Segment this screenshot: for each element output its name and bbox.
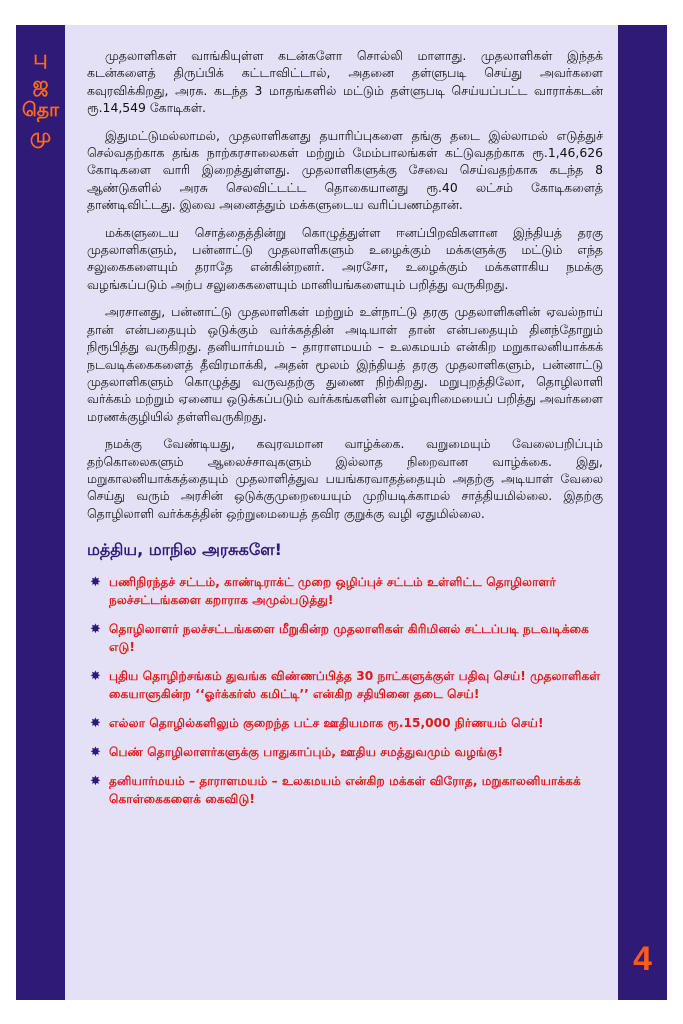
org-title-char: தொ bbox=[21, 99, 60, 121]
demand-item bbox=[87, 743, 603, 761]
demand-item bbox=[87, 772, 603, 808]
demand-text: தொழிலாளர் நலச்சட்டங்களை மீறுகின்ற முதலாளிகள் கிரிமினல் சட்டப்படி நடவடிக்கை எடு! bbox=[109, 622, 589, 655]
body-paragraph-2: இதுமட்டுமல்லாமல், முதலாளிகளது தயாரிப்புகளை தங்கு தடை இல்லாமல் எடுத்துச் செல்வதற்காக தங்க நாற்கரசாலைகள் மற்றும் மேம்பாலங்கள் கட்டுவதற்காக ரூ.1,46,626 கோடிகளை வாரி இறைத்துள்ளது. முதலாளிகளுக்கு சேவை செய்வதற்காக கடந்த 8 ஆண்டுகளில் அரசு செலவிட்டட்ட தொகையானது ரூ.40 லட்சம் கோடிகளைத் தாண்டிவிட்டது. இவை அனைத்தும் மக்களுடைய வரிப்பணம்தான். bbox=[87, 127, 603, 213]
demand-text: எல்லா தொழில்களிலும் குறைந்த பட்ச ஊதியமாக ரூ.15,000 நிர்ணயம் செய்! bbox=[109, 716, 544, 731]
demand-item bbox=[87, 620, 603, 656]
right-sidebar-bar bbox=[618, 25, 667, 1000]
star-bullet-icon: ✸ bbox=[90, 745, 101, 761]
body-paragraph-5: நமக்கு வேண்டியது, கவுரவமான வாழ்க்கை. வறுமையும் வேலைபறிப்பும் தற்கொலைகளும் ஆலைச்சாவுகளும் இல்லாத நிறைவான வாழ்க்கை. இது, மறுகாலனியாக்கத்தையும் முதலாளித்துவ பயங்கரவாதத்தையும் அதற்கு அடியாள் வேலை செய்து வரும் அரசின் ஒடுக்குமுறையையும் முறியடிக்காமல் சாத்தியமில்லை. இதற்கு தொழிலாளி வர்க்கத்தின் ஒற்றுமையைத் தவிர குறுக்கு வழி ஏதுமில்லை. bbox=[87, 436, 603, 521]
demand-text: புதிய தொழிற்சங்கம் துவங்க விண்ணப்பித்த 30 நாட்களுக்குள் பதிவு செய்! முதலாளிகள் கையாளுகின்ற ‘‘ஓர்க்கர்ஸ் கமிட்டி’’ என்கிற சதியினை தடை செய்! bbox=[109, 669, 601, 702]
demand-item bbox=[87, 714, 603, 732]
demand-text: பெண் தொழிலாளர்களுக்கு பாதுகாப்பும், ஊதிய சமத்துவமும் வழங்கு! bbox=[109, 745, 504, 760]
star-bullet-icon: ✸ bbox=[90, 622, 101, 638]
org-title-char: மு bbox=[29, 125, 52, 147]
org-title-char: ஜ bbox=[32, 73, 49, 95]
left-sidebar-bar bbox=[16, 25, 65, 1000]
demands-list bbox=[87, 573, 603, 808]
star-bullet-icon: ✸ bbox=[90, 575, 101, 591]
demands-heading: மத்திய, மாநில அரசுகளே! bbox=[87, 540, 282, 560]
demand-item bbox=[87, 667, 603, 703]
body-paragraph-4: அரசானது, பன்னாட்டு முதலாளிகள் மற்றும் உள்நாட்டு தரகு முதலாளிகளின் ஏவல்நாய் தான் என்பதையும் ஒடுக்கும் வர்க்கத்தின் அடியாள் தான் என்பதையும் தினந்தோறும் நிரூபித்து வருகிறது. தனியார்மயம் – தாராளமயம் – உலகமயம் என்கிற மறுகாலனியாக்கக் நடவடிக்கைகளைத் தீவிரமாக்கி, அதன் மூலம் இந்தியத் தரகு முதலாளிகளும், பன்னாட்டு முதலாளிகளும் கொழுத்து வருவதற்கு துணை நிற்கிறது. மறுபுறத்திலோ, தொழிலாளி வர்க்கம் மற்றும் ஏனைய ஒடுக்கப்படும் வர்க்கங்களின் வாழ்வுரிமையைப் பறித்து அவர்களை மரணக்குழியில் தள்ளிவருகிறது. bbox=[87, 304, 603, 424]
star-bullet-icon: ✸ bbox=[90, 669, 101, 685]
page-number: 4 bbox=[633, 940, 652, 978]
body-paragraph-3: மக்களுடைய சொத்தைத்தின்று கொழுத்துள்ள ஈனப்பிறவிகளான இந்தியத் தரகு முதலாளிகளும், பன்னாட்டு முதலாளிகளும் உழைக்கும் மக்களுக்கு மட்டும் எந்த சலுகைகளையும் தராதே என்கின்றனர். அரசோ, உழைக்கும் மக்களாகிய நமக்கு வழங்கப்படும் அற்ப சலுகைகளையும் மானியங்களையும் பறித்து வருகிறது. bbox=[87, 224, 603, 292]
org-title-char: பு bbox=[33, 47, 48, 69]
vertical-org-title bbox=[16, 45, 65, 149]
body-paragraph-1: முதலாளிகள் வாங்கியுள்ள கடன்களோ சொல்லி மாளாது. முதலாளிகள் இந்தக் கடன்களைத் திருப்பிக் கட்டாவிட்டால், அதனை தள்ளுபடி செய்து அவர்களை கவுரவிக்கிறது, அரசு. கடந்த 3 மாதங்களில் மட்டும் தள்ளுபடி செய்யப்பட்ட வாராக்கடன் ரூ.14,549 கோடிகள். bbox=[87, 48, 603, 116]
demand-text: பணிநிரந்தச் சட்டம், காண்டிராக்ட் முறை ஒழிப்புச் சட்டம் உள்ளிட்ட தொழிலாளர் நலச்சட்டங்களை கறாராக அமுல்படுத்து! bbox=[109, 575, 556, 608]
star-bullet-icon: ✸ bbox=[90, 774, 101, 790]
demand-text: தனியார்மயம் – தாராளமயம் – உலகமயம் என்கிற மக்கள் விரோத, மறுகாலனியாக்கக் கொள்கைகளைக் கைவிடு! bbox=[109, 774, 581, 807]
demand-item bbox=[87, 573, 603, 609]
main-content-panel bbox=[65, 25, 618, 1000]
star-bullet-icon: ✸ bbox=[90, 716, 101, 732]
